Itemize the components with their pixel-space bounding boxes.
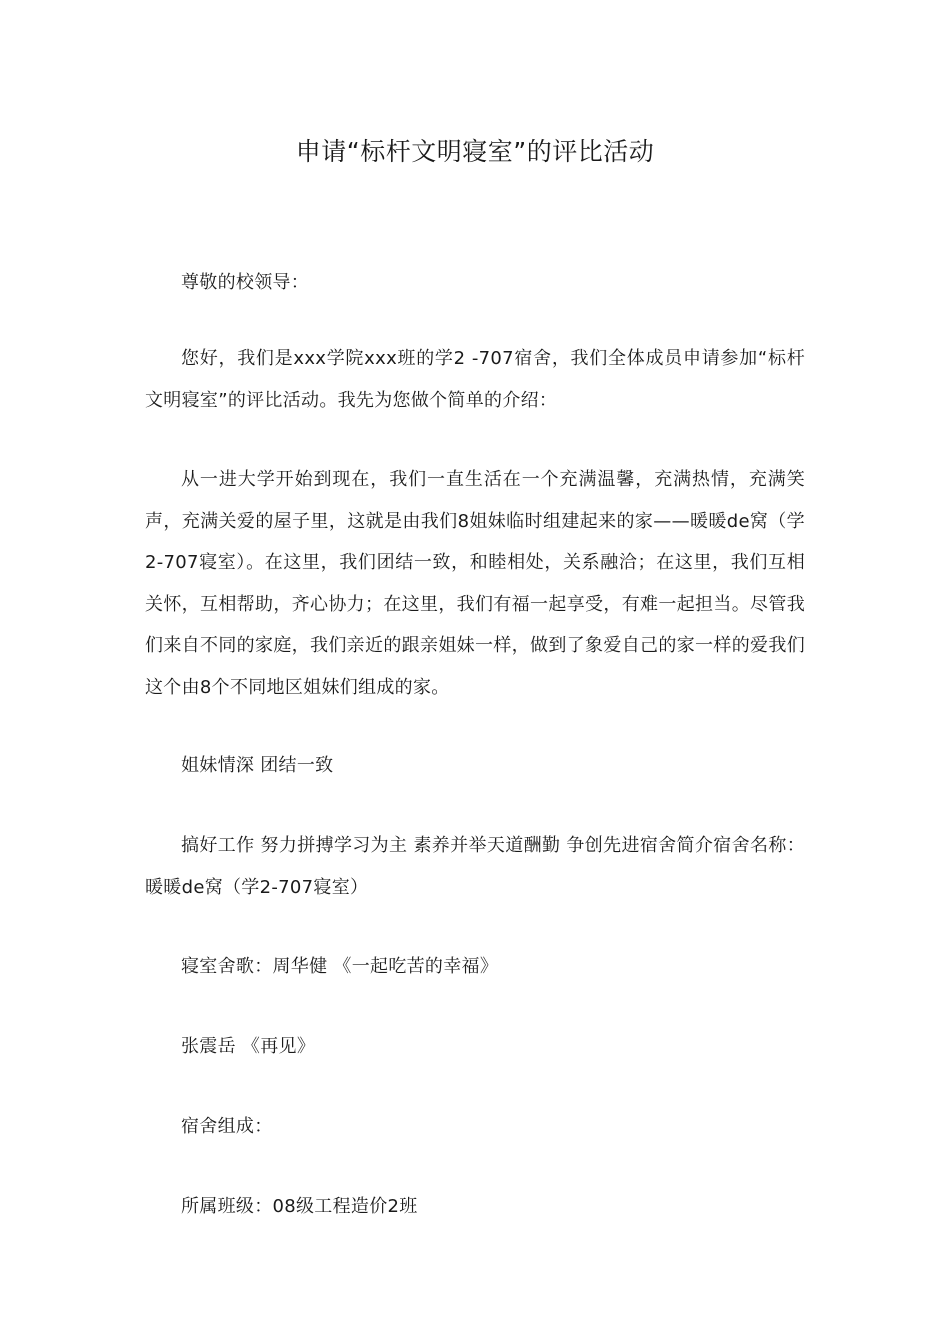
description-paragraph: 从一进大学开始到现在，我们一直生活在一个充满温馨，充满热情，充满笑声，充满关爱的屋子里，这就是由我们8姐妹临时组建起来的家——暖暖de窝（学2-707寝室）。在这里，我们团结一致，和睦相处，关系融洽；在这里，我们互相关怀，互相帮助，齐心协力；在这里，我们有福一起享受，有难一起担当。尽管我们来自不同的家庭，我们亲近的跟亲姐妹一样，做到了象爱自己的家一样的爱我们这个由8个不同地区姐妹们组成的家。 [145,469,805,698]
second-song-line: 张震岳 《再见》 [181,1036,316,1057]
dorm-song-line: 寝室舍歌：周华健 《一起吃苦的幸福》 [181,956,499,977]
salutation: 尊敬的校领导： [181,272,310,293]
document-title: 申请“标杆文明寝室”的评比活动 [295,137,655,166]
intro-paragraph: 您好，我们是xxx学院xxx班的学2 -707宿舍，我们全体成员申请参加“标杆文明寝室”的评比活动。我先为您做个简单的介绍： [145,348,805,411]
dorm-members-heading: 宿舍组成： [181,1116,273,1137]
motto-line: 姐妹情深 团结一致 [181,755,334,776]
class-line: 所属班级：08级工程造价2班 [181,1196,418,1217]
slogan-paragraph: 搞好工作 努力拼搏学习为主 素养并举天道酬勤 争创先进宿舍简介宿舍名称：暖暖de窝（学2-707寝室） [145,835,805,898]
